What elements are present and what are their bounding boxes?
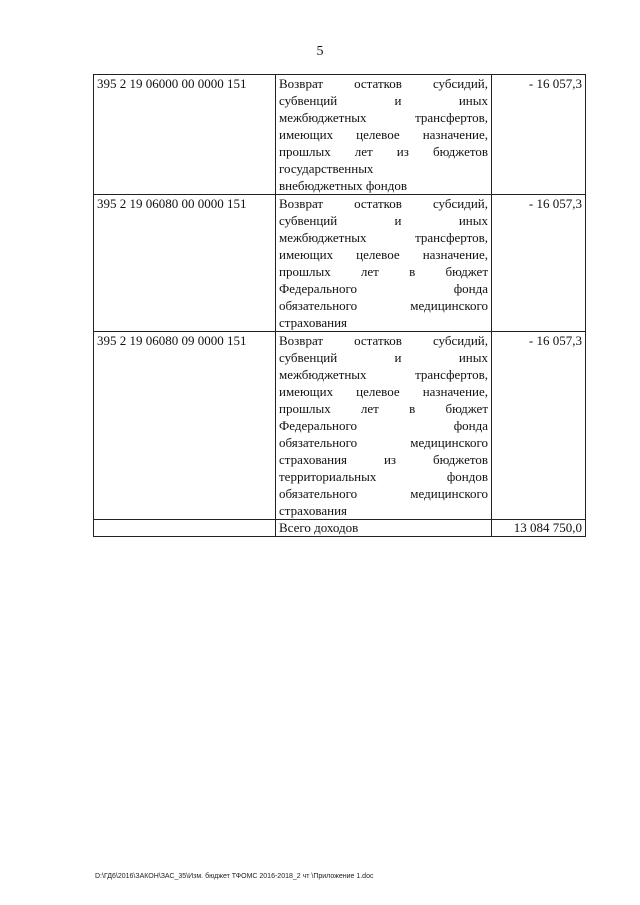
total-label-cell: Всего доходов [276, 520, 492, 537]
description-line: имеющих целевое назначение, [279, 384, 488, 399]
description-line: страхования [279, 503, 348, 518]
description-line: прошлых лет в бюджет [279, 264, 488, 279]
description-line: внебюджетных фондов [279, 178, 407, 193]
description-line: обязательного медицинского [279, 298, 488, 313]
page-number: 5 [316, 44, 324, 59]
description-cell [276, 332, 492, 520]
description-line: межбюджетных трансфертов, [279, 110, 488, 125]
description-line: субвенций и иных [279, 93, 488, 108]
description-line: страхования [279, 315, 348, 330]
description-line: субвенций и иных [279, 350, 488, 365]
revenue-table [93, 74, 586, 537]
description-line: имеющих целевое назначение, [279, 247, 488, 262]
description-line: обязательного медицинского [279, 486, 488, 501]
amount-cell: - 16 057,3 [492, 75, 586, 195]
table-row [94, 195, 586, 332]
amount-cell: - 16 057,3 [492, 332, 586, 520]
total-amount-cell: 13 084 750,0 [492, 520, 586, 537]
description-line: Возврат остатков субсидий, [279, 76, 488, 91]
budget-code-cell: 395 2 19 06080 00 0000 151 [94, 195, 276, 332]
description-line: прошлых лет из бюджетов [279, 144, 488, 159]
total-code-cell [94, 520, 276, 537]
description-cell [276, 75, 492, 195]
description-line: территориальных фондов [279, 469, 488, 484]
description-line: Возврат остатков субсидий, [279, 333, 488, 348]
description-line: субвенций и иных [279, 213, 488, 228]
description-line: Федерального фонда [279, 418, 488, 433]
description-line: обязательного медицинского [279, 435, 488, 450]
amount-cell: - 16 057,3 [492, 195, 586, 332]
revenue-table-body [94, 75, 586, 520]
table-row [94, 75, 586, 195]
description-cell [276, 195, 492, 332]
description-line: государственных [279, 161, 374, 176]
footer-file-path: D:\ГД6\2016\ЗАКОН\ЗАС_35\Изм. бюджет ТФОМС 2016-2018_2 чт \Приложение 1.doc [95, 873, 374, 880]
budget-code-cell: 395 2 19 06080 09 0000 151 [94, 332, 276, 520]
table-row [94, 332, 586, 520]
budget-code-cell: 395 2 19 06000 00 0000 151 [94, 75, 276, 195]
description-line: Федерального фонда [279, 281, 488, 296]
description-line: прошлых лет в бюджет [279, 401, 488, 416]
description-line: Возврат остатков субсидий, [279, 196, 488, 211]
description-line: имеющих целевое назначение, [279, 127, 488, 142]
description-line: межбюджетных трансфертов, [279, 367, 488, 382]
description-line: межбюджетных трансфертов, [279, 230, 488, 245]
description-line: страхования из бюджетов [279, 452, 488, 467]
total-row [94, 520, 586, 537]
